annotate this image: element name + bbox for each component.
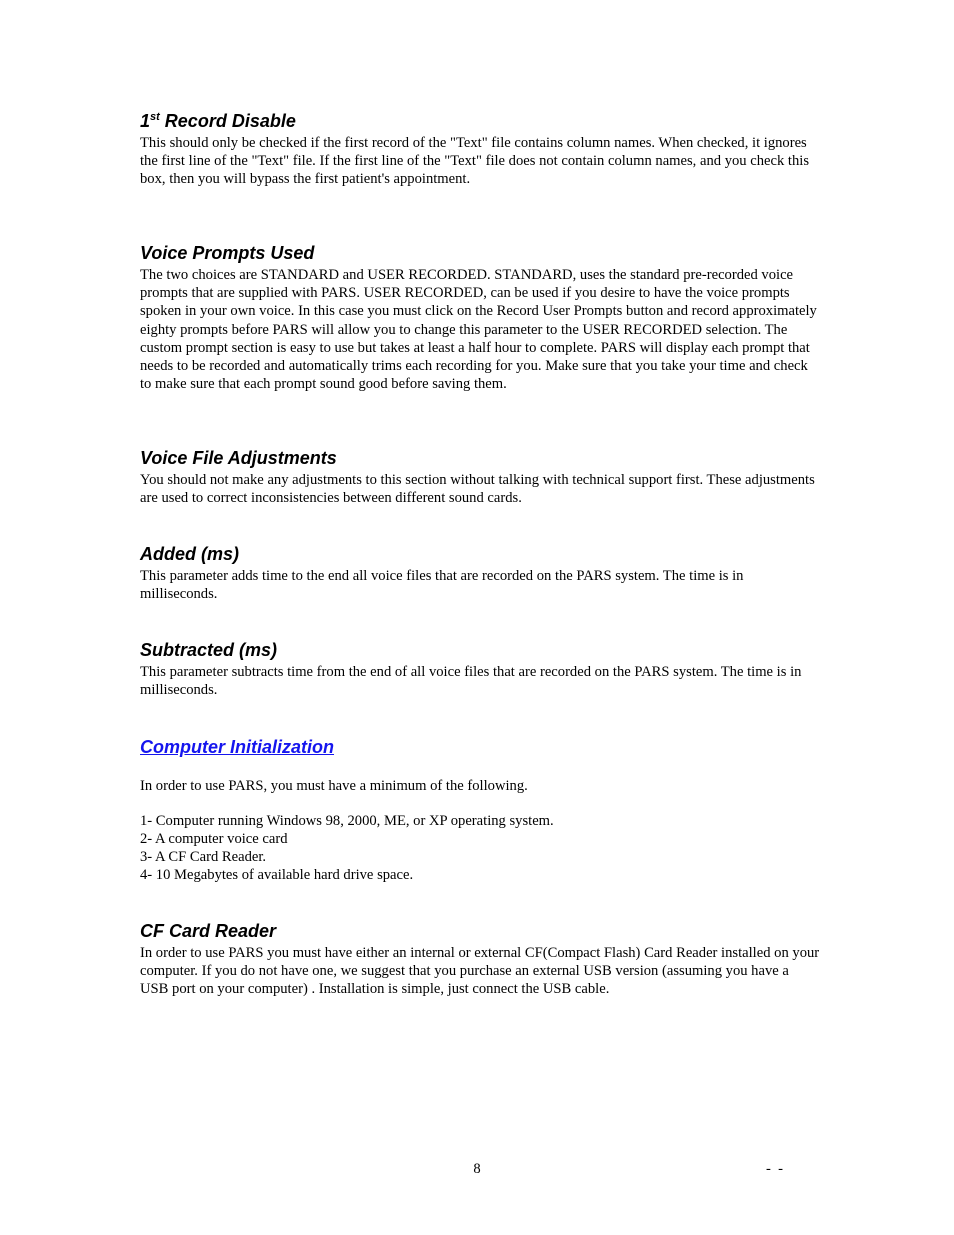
heading-superscript: st: [150, 111, 160, 123]
list-item: 3- A CF Card Reader.: [140, 848, 267, 865]
list-item: 2- A computer voice card: [140, 830, 288, 847]
section-body-cf-card-reader: In order to use PARS you must have either an internal or external CF(Compact Flash) Card Reader installed on your computer. If you do not have one, we suggest that you purchase an external USB version (assuming you have a USB port on your computer) . Installation is simple, just connect the USB cable.: [140, 944, 820, 998]
list-item: 4- 10 Megabytes of available hard drive space.: [140, 866, 414, 883]
section-heading-added-ms: Added (ms): [140, 544, 239, 565]
heading-text: Record Disable: [159, 111, 296, 131]
heading-number: 1: [140, 111, 151, 131]
section-heading-voice-prompts: Voice Prompts Used: [140, 243, 315, 264]
section-heading-subtracted-ms: Subtracted (ms): [140, 640, 278, 661]
list-item: 1- Computer running Windows 98, 2000, ME, or XP operating system.: [140, 812, 554, 829]
section-heading-voice-file-adjustments: Voice File Adjustments: [140, 447, 337, 468]
page-number: 8: [473, 1161, 481, 1177]
footer-dashes: - -: [766, 1161, 784, 1177]
section-body-computer-initialization: In order to use PARS, you must have a minimum of the following.: [140, 777, 528, 794]
section-body-voice-prompts: The two choices are STANDARD and USER RECORDED. STANDARD, uses the standard pre-recorded voice prompts that are supplied with PARS. USER RECORDED, can be used if you desire to have the voice prompts spoken in your own voice. In this case you must click on the Record User Prompts button and record approximately eighty prompts before PARS will allow you to change this parameter to the USER RECORDED selection. The custom prompt section is easy to use but takes at least a half hour to complete. PARS will display each prompt that needs to be recorded and automatically trims each recording for you. Make sure that you take your time and check to make sure that each prompt sound good before saving them.: [140, 267, 817, 392]
section-heading-record-disable: [140, 109, 820, 133]
section-body-voice-file-adjustments: You should not make any adjustments to this section without talking with technical support first. These adjustments are used to correct inconsistencies between different sound cards.: [140, 471, 815, 507]
section-body-added-ms: This parameter adds time to the end all voice files that are recorded on the PARS system. The time is in milliseconds.: [140, 568, 744, 603]
section-body-subtracted-ms: This parameter subtracts time from the end of all voice files that are recorded on the PARS system. The time is in milliseconds.: [140, 664, 802, 699]
section-body-record-disable: This should only be checked if the first record of the "Text" file contains column names. When checked, it ignores the first line of the "Text" file. If the first line of the "Text" file does not contain column names, and you check this box, then you will bypass the first patient's appointment.: [140, 135, 809, 188]
page-content: [140, 109, 820, 998]
section-heading-computer-initialization-link[interactable]: Computer Initialization: [140, 736, 335, 757]
section-heading-cf-card-reader: CF Card Reader: [140, 920, 277, 941]
requirements-list: [140, 812, 820, 884]
